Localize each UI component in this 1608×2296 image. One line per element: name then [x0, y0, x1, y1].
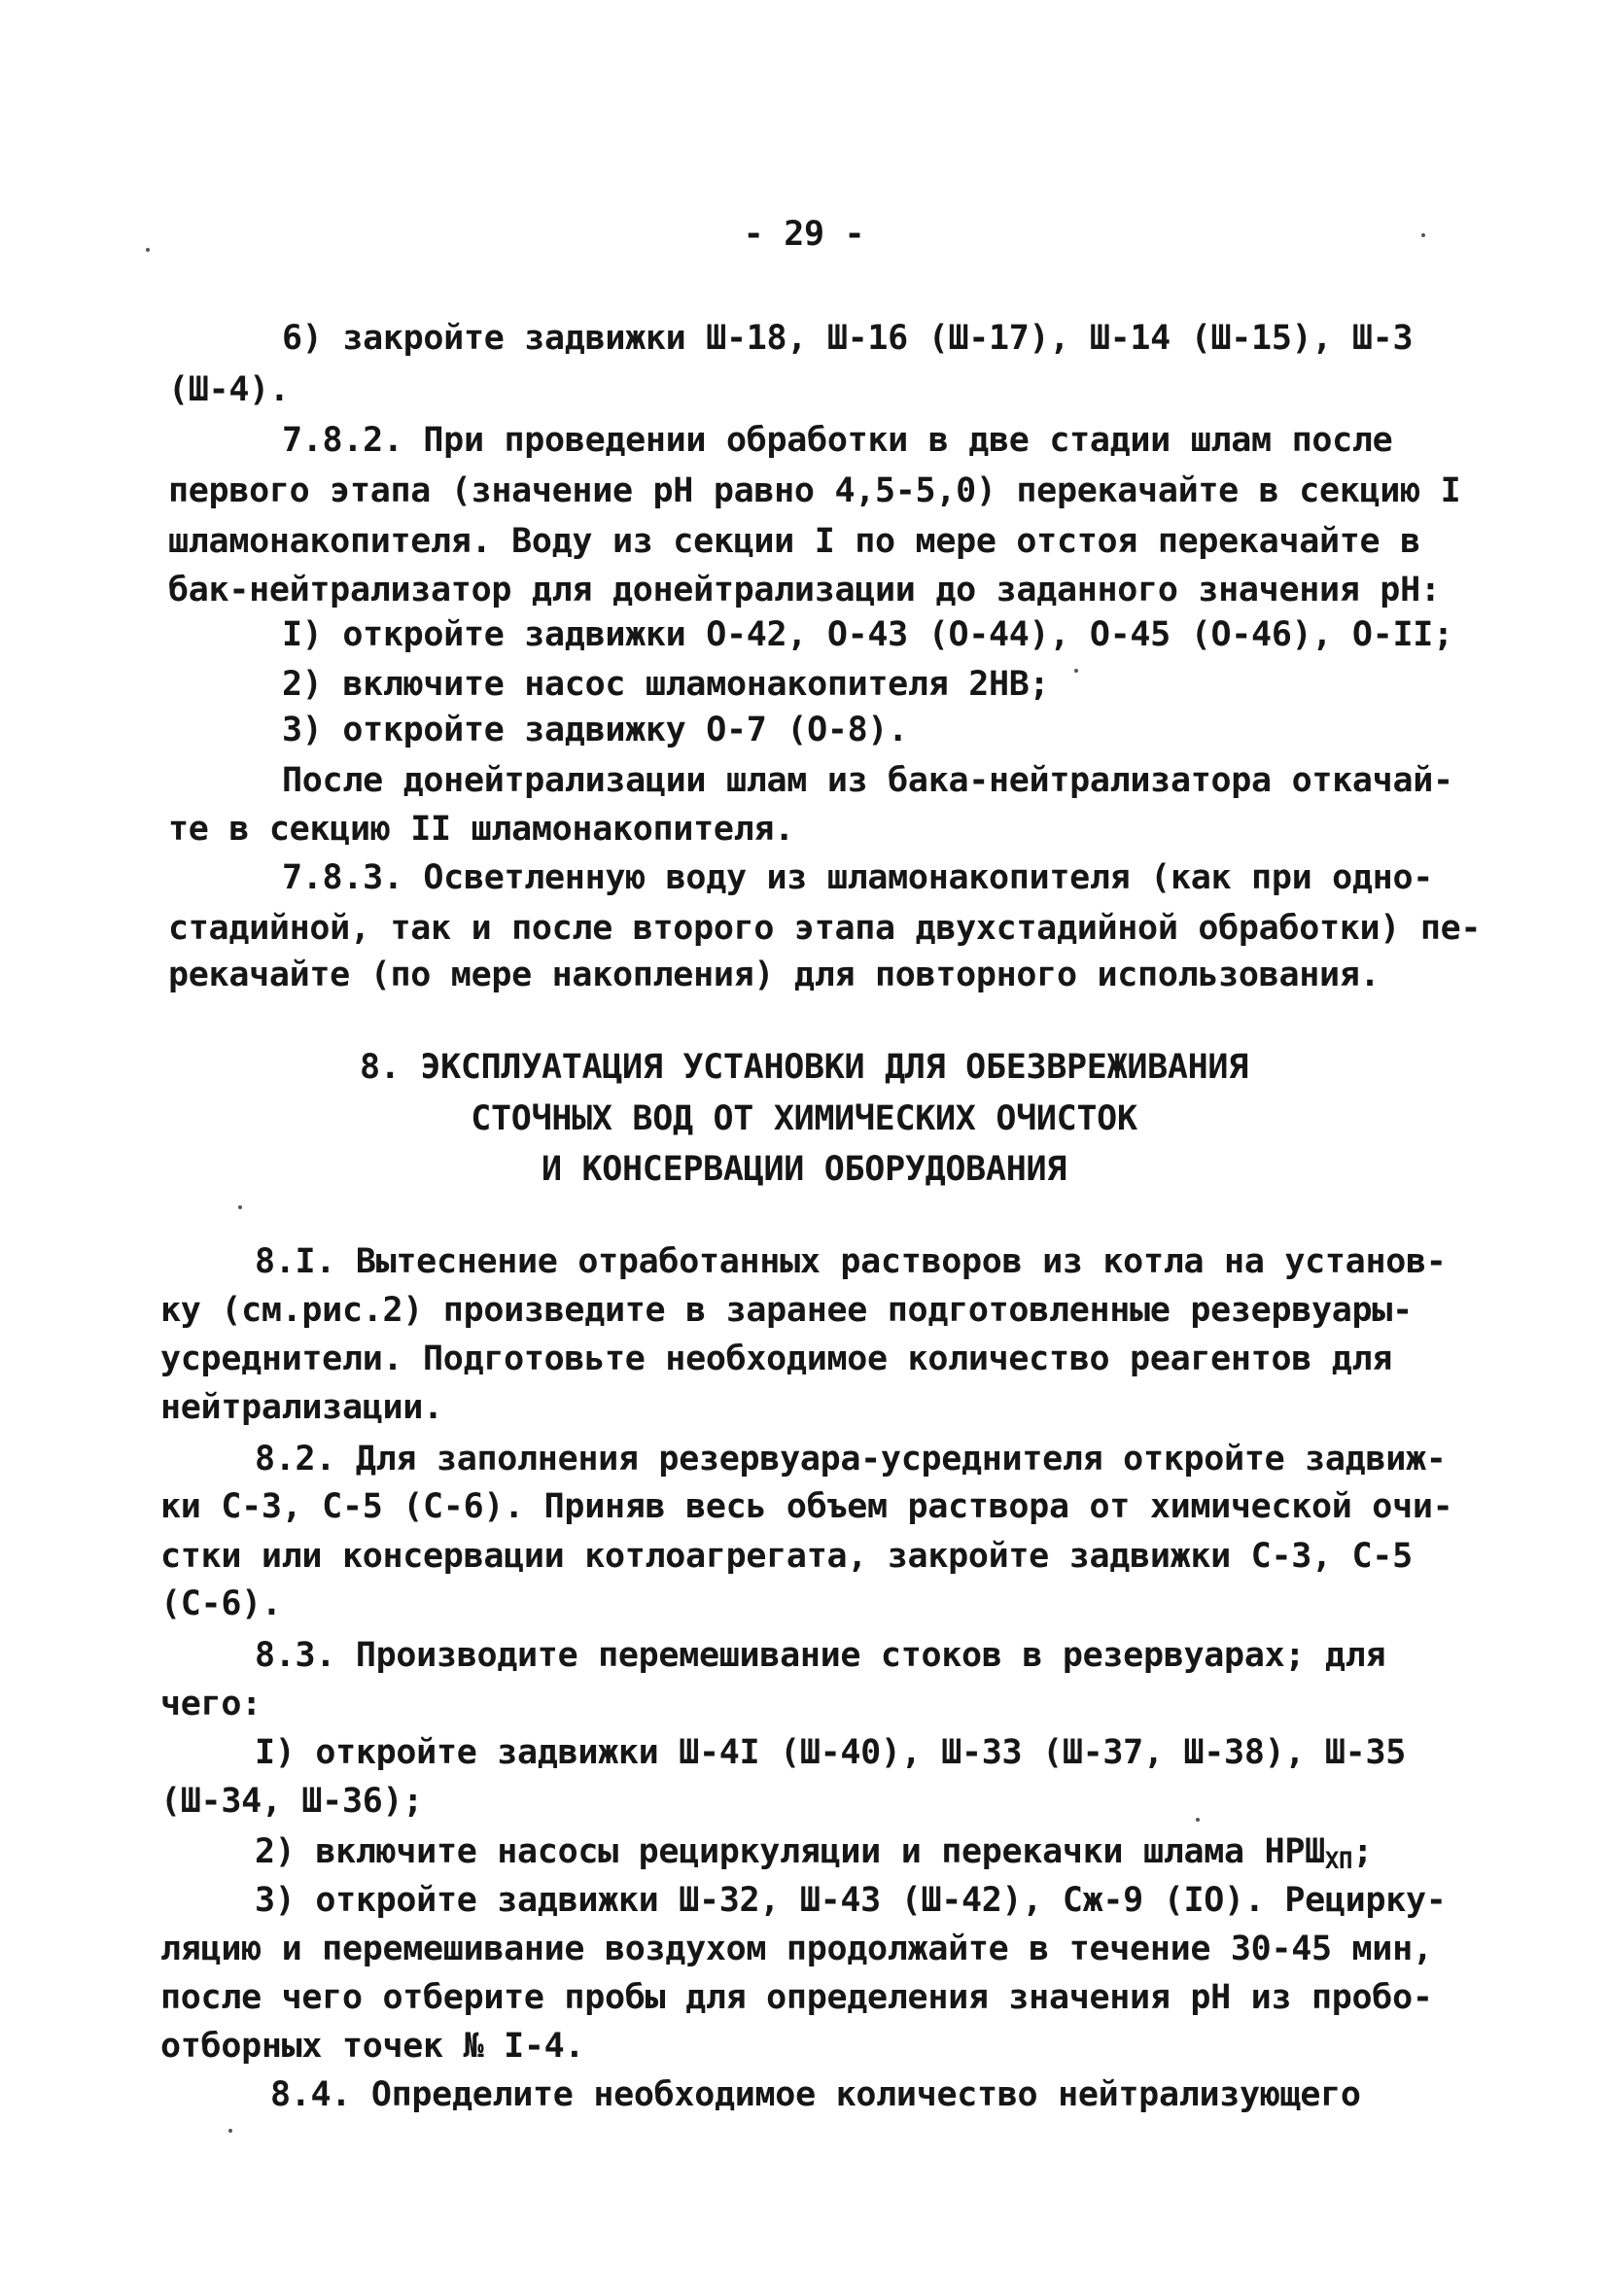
text-line: ку (см.рис.2) произведите в заранее подготовленные резервуары-	[160, 1291, 1413, 1330]
text-line: чего:	[160, 1685, 262, 1723]
pump-line-subscript: ХП	[1324, 1847, 1353, 1874]
text-line: ляцию и перемешивание воздухом продолжайте в течение 30-45 мин,	[160, 1930, 1433, 1968]
text-line: 3) откройте задвижки Ш-32, Ш-43 (Ш-42), Сж-9 (IO). Рецирку-	[255, 1881, 1447, 1920]
text-line: 3) откройте задвижку О-7 (О-8).	[282, 711, 908, 749]
text-line: нейтрализации.	[160, 1388, 443, 1427]
text-line: 7.8.3. Осветленную воду из шламонакопителя (как при одно-	[282, 858, 1433, 897]
text-line: (Ш-4).	[168, 370, 290, 409]
text-line: усреднители. Подготовьте необходимое количество реагентов для	[160, 1339, 1393, 1378]
text-line: 8.3. Производите перемешивание стоков в резервуарах; для	[255, 1636, 1386, 1675]
text-line: после чего отберите пробы для определения значения pH из пробо-	[160, 1978, 1433, 2017]
text-line: 7.8.2. При проведении обработки в две стадии шлам после	[282, 421, 1393, 460]
text-line: 8.2. Для заполнения резервуара-усреднителя откройте задвиж-	[255, 1440, 1447, 1478]
pump-line-end: ;	[1352, 1832, 1373, 1871]
text-line: шламонакопителя. Воду из секции I по мере отстоя перекачайте в	[168, 522, 1420, 561]
text-line: I) откройте задвижки Ш-4I (Ш-40), Ш-33 (Ш-37, Ш-38), Ш-35	[255, 1733, 1406, 1772]
text-line: I) откройте задвижки О-42, О-43 (О-44), О-45 (О-46), О-II;	[282, 615, 1453, 654]
pump-line-text: 2) включите насосы рециркуляции и перекачки шлама НРШ	[255, 1832, 1325, 1871]
text-line: рекачайте (по мере накопления) для повторного использования.	[168, 956, 1381, 994]
text-line: ки С-3, С-5 (С-6). Приняв весь объем раствора от химической очи-	[160, 1487, 1453, 1526]
text-line: 2) включите насос шламонакопителя 2НВ;	[282, 665, 1050, 704]
text-line: отборных точек № I-4.	[160, 2027, 585, 2066]
text-line: (С-6).	[160, 1584, 282, 1623]
scan-speck	[1074, 669, 1078, 673]
text-line: первого этапа (значение pH равно 4,5-5,0) перекачайте в секцию I	[168, 471, 1461, 510]
text-line: (Ш-34, Ш-36);	[160, 1782, 424, 1821]
section-heading-line-2: СТОЧНЫХ ВОД ОТ ХИМИЧЕСКИХ ОЧИСТОК	[471, 1099, 1137, 1138]
pump-line	[255, 1829, 1373, 1883]
text-line: После донейтрализации шлам из бака-нейтрализатора откачай-	[282, 761, 1453, 800]
scan-speck	[228, 2129, 232, 2133]
scan-speck	[146, 248, 150, 252]
section-heading-line-1: 8. ЭКСПЛУАТАЦИЯ УСТАНОВКИ ДЛЯ ОБЕЗВРЕЖИВАНИЯ	[360, 1048, 1248, 1087]
section-heading-line-3: И КОНСЕРВАЦИИ ОБОРУДОВАНИЯ	[541, 1150, 1067, 1189]
text-line: те в секцию II шламонакопителя.	[168, 810, 794, 849]
text-line: стки или консервации котлоагрегата, закройте задвижки С-3, С-5	[160, 1537, 1413, 1576]
text-line: стадийной, так и после второго этапа двухстадийной обработки) пе-	[168, 909, 1482, 948]
page-number: - 29 -	[743, 215, 865, 254]
text-line: 8.4. Определите необходимое количество нейтрализующего	[270, 2075, 1361, 2114]
scan-speck	[1196, 1818, 1200, 1822]
text-line: 8.I. Вытеснение отработанных растворов из котла на установ-	[255, 1242, 1447, 1281]
scan-speck	[1421, 233, 1425, 237]
text-line: 6) закройте задвижки Ш-18, Ш-16 (Ш-17), Ш-14 (Ш-15), Ш-3	[282, 319, 1414, 358]
text-line: бак-нейтрализатор для донейтрализации до заданного значения pH:	[168, 571, 1441, 609]
scan-speck	[238, 1205, 242, 1209]
